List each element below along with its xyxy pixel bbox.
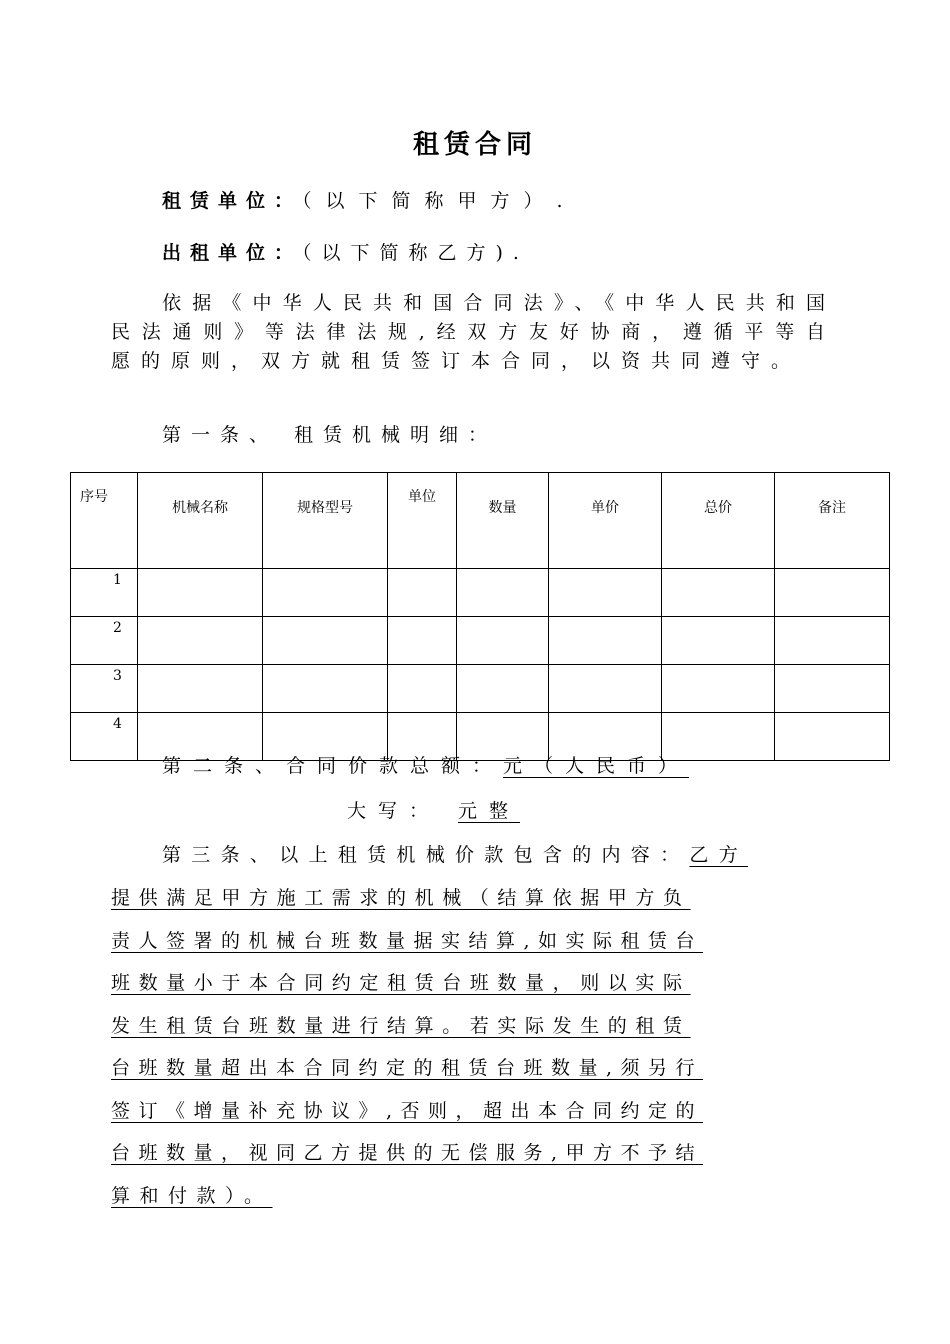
row-index: 3 — [71, 665, 138, 713]
lessor-line — [162, 238, 529, 265]
document-title: 租赁合同 — [412, 130, 537, 160]
row-index: 1 — [71, 569, 138, 617]
row-index: 4 — [71, 713, 138, 761]
preamble-paragraph — [111, 289, 836, 376]
clause3-first-line — [162, 840, 748, 867]
table-cell[interactable] — [549, 569, 662, 617]
clause3-line-9: 算和付款）。 — [111, 1185, 273, 1207]
contract-amount: 元（人民币） — [503, 755, 690, 777]
table-cell[interactable] — [388, 569, 457, 617]
amount-in-words-line — [347, 796, 520, 823]
table-cell[interactable] — [662, 569, 775, 617]
table-row — [71, 617, 890, 665]
header-total-price: 总价 — [662, 473, 775, 569]
header-index: 序号 — [71, 473, 138, 569]
table-cell[interactable] — [662, 617, 775, 665]
table-cell[interactable] — [457, 665, 549, 713]
clause3-line-5: 发生租赁台班数量进行结算。若实际发生的租赁 — [111, 1015, 691, 1037]
table-cell[interactable] — [263, 569, 388, 617]
header-unit-price: 单价 — [549, 473, 662, 569]
table-row — [71, 569, 890, 617]
row-index: 2 — [71, 617, 138, 665]
table-cell[interactable] — [457, 569, 549, 617]
table-cell[interactable] — [388, 665, 457, 713]
table-cell[interactable] — [775, 665, 890, 713]
header-quantity: 数量 — [457, 473, 549, 569]
amount-in-words-value: 元整 — [458, 800, 521, 822]
table-row — [71, 665, 890, 713]
clause3-line-1: 乙方 — [689, 844, 749, 866]
clause3-line-7: 签订《增量补充协议》,否则，超出本合同约定的 — [111, 1100, 704, 1122]
table-cell[interactable] — [775, 713, 890, 761]
preamble-text: 依据《中华人民共和国合同法》、《中华人民共和国民法通则》等法律法规,经双方友好协商，遵循平等自愿的原则，双方就租赁签订本合同，以资共同遵守。 — [111, 292, 836, 372]
lessor-note: （以下简称乙方). — [302, 242, 529, 264]
clause3-line-8: 台班数量，视同乙方提供的无偿服务,甲方不予结 — [111, 1142, 704, 1164]
header-unit: 单位 — [388, 473, 457, 569]
clause2-heading: 第二条、合同价款总额： — [162, 755, 504, 777]
table-cell[interactable] — [775, 617, 890, 665]
table-cell[interactable] — [457, 617, 549, 665]
amount-in-words-label: 大写： — [347, 800, 441, 822]
clause3-heading: 第三条、以上租赁机械价款包含的内容： — [162, 844, 690, 866]
table-cell[interactable] — [138, 665, 263, 713]
table-header-row — [71, 473, 890, 569]
header-spec-model: 规格型号 — [263, 473, 388, 569]
table-cell[interactable] — [549, 617, 662, 665]
lessee-label: 租赁单位： — [162, 190, 303, 212]
header-remarks: 备注 — [775, 473, 890, 569]
table-cell[interactable] — [549, 665, 662, 713]
table-cell[interactable] — [662, 665, 775, 713]
clause3-line-4: 班数量小于本合同约定租赁台班数量，则以实际 — [111, 972, 691, 994]
table-cell[interactable] — [388, 617, 457, 665]
lessee-note: （以下简称甲方）. — [302, 190, 577, 212]
table-cell[interactable] — [775, 569, 890, 617]
table-cell[interactable] — [138, 569, 263, 617]
header-machine-name: 机械名称 — [138, 473, 263, 569]
clause3-line-3: 责人签署的机械台班数量据实结算,如实际租赁台 — [111, 930, 704, 952]
table-cell[interactable] — [263, 617, 388, 665]
machinery-table — [70, 472, 890, 761]
lessor-label: 出租单位： — [162, 242, 303, 264]
clause3-line-2: 提供满足甲方施工需求的机械（结算依据甲方负 — [111, 887, 691, 909]
clause3-line-6: 台班数量超出本合同约定的租赁台班数量,须另行 — [111, 1057, 704, 1079]
table-cell[interactable] — [138, 617, 263, 665]
lessee-line — [162, 186, 577, 213]
clause2-line — [162, 751, 689, 778]
table-cell[interactable] — [263, 665, 388, 713]
clause1-heading: 第一条、 租赁机械明细： — [162, 424, 498, 446]
